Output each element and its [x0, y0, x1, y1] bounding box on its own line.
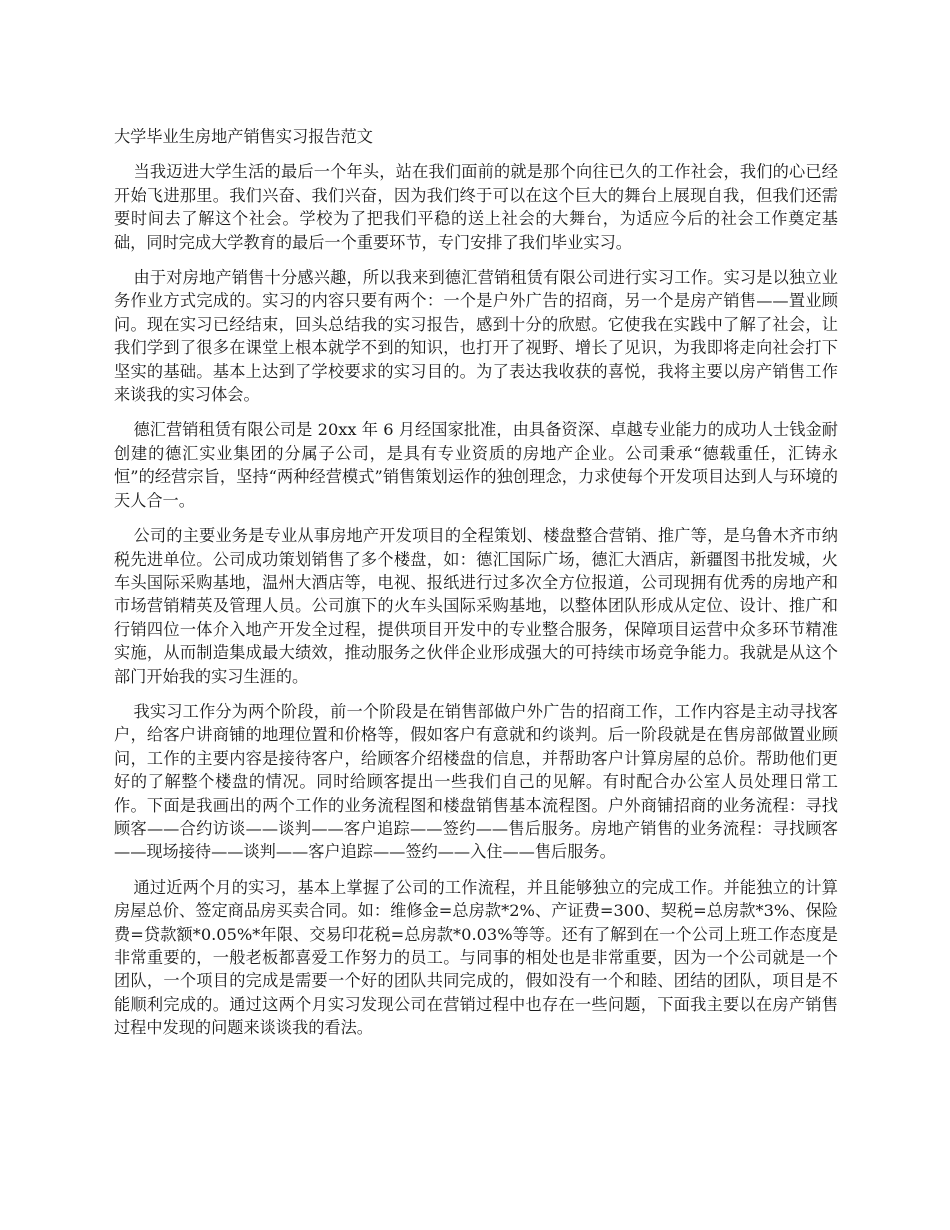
paragraph-work-stages: 我实习工作分为两个阶段，前一个阶段是在销售部做户外广告的招商工作，工作内容是主动寻找客户，给客户讲商铺的地理位置和价格等，假如客户有意就和约谈判。后一阶段就是在售房部做置业顾问，工作的主要内容是接待客户，给顾客介绍楼盘的信息，并帮助客户计算房屋的总价。帮助他们更好的了解整个楼盘的情况。同时给顾客提出一些我们自己的见解。有时配合办公室人员处理日常工作。下面是我画出的两个工作的业务流程图和楼盘销售基本流程图。户外商铺招商的业务流程：寻找顾客——合约访谈——谈判——客户追踪——签约——售后服务。房地产销售的业务流程：寻找顾客——现场接待——谈判——客户追踪——签约——入住——售后服务。 [114, 701, 838, 862]
paragraph-company-profile: 德汇营销租赁有限公司是 20xx 年 6 月经国家批准，由具备资深、卓越专业能力的成功人士钱金耐创建的德汇实业集团的分属子公司，是具有专业资质的房地产企业。公司秉承“德载重任，汇铸永恒”的经营宗旨，坚持“两种经营模式”销售策划运作的独创理念，力求使每个开发项目达到人与环境的天人合一。 [114, 420, 838, 510]
paragraph-internship-overview: 由于对房地产销售十分感兴趣，所以我来到德汇营销租赁有限公司进行实习工作。实习是以独立业务作业方式完成的。实习的内容只要有两个：一个是户外广告的招商，另一个是房产销售——置业顾问。现在实习已经结束，回头总结我的实习报告，感到十分的欣慰。它使我在实践中了解了社会，让我们学到了很多在课堂上根本就学不到的知识，也打开了视野、增长了见识，为我即将走向社会打下坚实的基础。基本上达到了学校要求的实习目的。为了表达我收获的喜悦，我将主要以房产销售工作来谈我的实习体会。 [114, 268, 838, 405]
paragraph-intro: 当我迈进大学生活的最后一个年头，站在我们面前的就是那个向往已久的工作社会，我们的心已经开始飞进那里。我们兴奋、我们兴奋，因为我们终于可以在这个巨大的舞台上展现自我，但我们还需要时间去了解这个社会。学校为了把我们平稳的送上社会的大舞台，为适应今后的社会工作奠定基础，同时完成大学教育的最后一个重要环节，专门安排了我们毕业实习。 [114, 162, 838, 252]
document-body [114, 125, 838, 1052]
paragraph-company-business: 公司的主要业务是专业从事房地产开发项目的全程策划、楼盘整合营销、推广等，是乌鲁木齐市纳税先进单位。公司成功策划销售了多个楼盘，如：德汇国际广场，德汇大酒店，新疆图书批发城，火车头国际采购基地，温州大酒店等，电视、报纸进行过多次全方位报道，公司现拥有优秀的房地产和市场营销精英及管理人员。公司旗下的火车头国际采购基地，以整体团队形成从定位、设计、推广和行销四位一体介入地产开发全过程，提供项目开发中的专业整合服务，保障项目运营中众多环节精准实施，从而制造集成最大绩效，推动服务之伙伴企业形成强大的可持续市场竞争能力。我就是从这个部门开始我的实习生涯的。 [114, 526, 838, 686]
paragraph-learnings: 通过近两个月的实习，基本上掌握了公司的工作流程，并且能够独立的完成工作。并能独立的计算房屋总价、签定商品房买卖合同。如：维修金=总房款*2%、产证费=300、契税=总房款*3%、保险费=贷款额*0.05%*年限、交易印花税=总房款*0.03%等等。还有了解到在一个公司上班工作态度是非常重要的，一般老板都喜爱工作努力的员工。与同事的相处也是非常重要，因为一个公司就是一个团队，一个项目的完成是需要一个好的团队共同完成的，假如没有一个和睦、团结的团队，项目是不能顺利完成的。通过这两个月实习发现公司在营销过程中也存在一些问题，下面我主要以在房产销售过程中发现的问题来谈谈我的看法。 [114, 877, 838, 1038]
document-title: 大学毕业生房地产销售实习报告范文 [114, 127, 373, 146]
